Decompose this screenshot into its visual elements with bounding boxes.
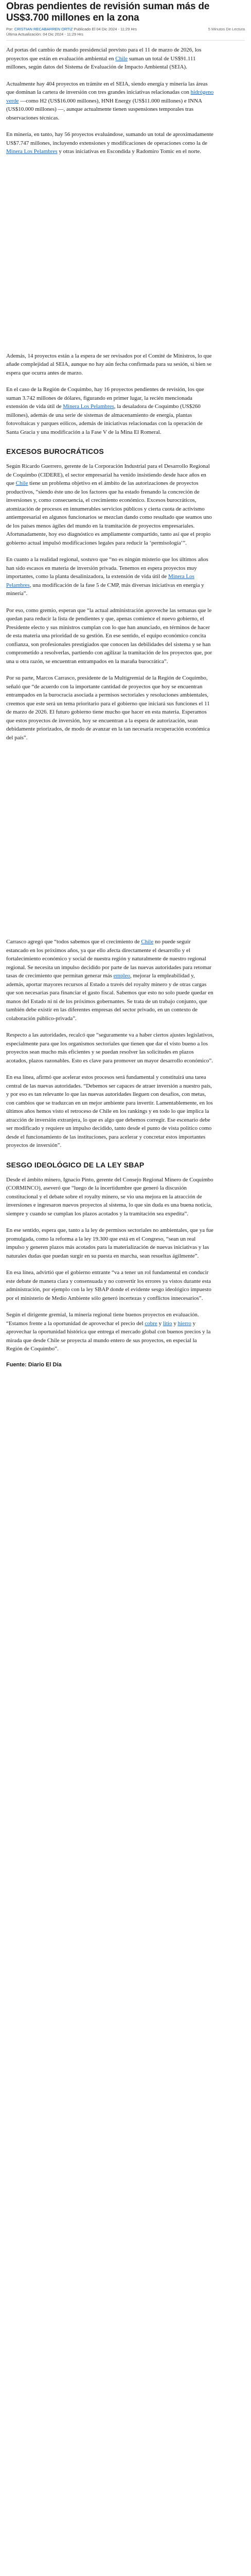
article-paragraph [6, 80, 245, 123]
inline-link[interactable]: litio [163, 1320, 172, 1327]
inline-link[interactable]: cobre [145, 1320, 157, 1327]
article-page [0, 1, 251, 1380]
inline-link[interactable]: Chile [15, 480, 28, 486]
section-heading: EXCESOS BUROCRÁTICOS [6, 447, 104, 455]
paragraph-text: —como H2 (US$16.000 millones), HNH Energy (US$11.000 millones) e INNA (US$10.000 millones) —, aunque actualmente tienen suspensiones temporales tras observaciones técnicas. [6, 97, 202, 121]
paragraph-text: tiene un problema objetivo en el ámbito de las autorizaciones de proyectos productivos, “siendo éste uno de los factores que ha estado frenando la concreción de inversiones y, como consecuencia, el crecimiento económico. Excesos burocráticos, atomización de procesos en innumerables servicios públicos y cierta cuota de activismo antiempresarial en algunos funcionarios se mezclan dando como resultado que seamos uno de los países menos ágiles del mundo en la tramitación de proyectos empresariales. Afortunadamente, hoy eso diagnóstico es ampliamente compartido, tanto así que el propio gobierno actual impulsó modificaciones legales para reducir la ‘permisología’”. [6, 480, 212, 546]
article-paragraph [6, 674, 245, 742]
paragraph-text: Por su parte, Marcos Carrasco, presidente de la Multigremial de la Región de Coquimbo, señaló que “de acuerdo con la importante cantidad de proyectos que hoy se encuentran entrampados en la burocracia asociada a permisos sectoriales y resoluciones ambientales, creemos que este será un tema prioritario para el gobierno que iniciará sus funciones el 11 de marzo de 2026. El futuro gobierno tiene mucho que hacer en esta materia. Esperamos que estos proyectos de inversión, hoy se encuentran a la espera de autorización, sean debidamente priorizados, de modo de avanzar en la tan necesaria recuperación económica del país”. [6, 675, 210, 741]
paragraph-text: En ese sentido, espera que, tanto a la ley de permisos sectoriales no ambientales, que ya fue promulgada, como la reforma a la ley 19.300 que está en el Congreso, “sean un real impulso y generen plazos más acotados para la materialización de nuevas iniciativas y las naturales dudas que puedan surgir en su puesta en marcha, sean resueltas ágilmente”. [6, 1227, 213, 1259]
article-body [6, 46, 245, 1353]
read-time: 5 Minutos De Lectura [208, 27, 245, 31]
inline-link[interactable]: Minera Los Pelambres [6, 148, 58, 155]
paragraph-text: y [172, 1320, 178, 1327]
article-source: Fuente: Diario El Día [6, 1361, 62, 1368]
byline-prefix: Por: [6, 27, 13, 31]
paragraph-text: Según Ricardo Guerrero, gerente de la Corporación Industrial para el Desarrollo Regional de Coquimbo (CIDERE), el sector empresarial ha venido insistiendo desde hace años en que [6, 463, 210, 486]
article-paragraph [6, 1311, 245, 1353]
paragraph-text: Actualmente hay 404 proyectos en trámite en el SEIA, siendo energía y minería las áreas que dominan la cartera de inversión con tres grandes iniciativas relacionadas con [6, 80, 208, 95]
inline-link[interactable]: Chile [141, 939, 154, 945]
article-paragraph [6, 352, 245, 378]
ad-space [6, 750, 245, 929]
paragraph-text: En el caso de la Región de Coquimbo, hay 16 proyectos pendientes de revisión, los que suman 3.742 millones de dólares, figurando en primer lugar, la recién mencionada extensión de vida útil de [6, 386, 204, 410]
author-link[interactable]: CRISTIAN RECABARREN ORTIZ [14, 27, 73, 31]
paragraph-text: , la desaladora de Coquimbo (US$260 millones), además de una serie de sistemas de almacenamiento de energía, plantas fotovoltaicas y parques eólicos, además de iniciativas relacionadas con la operación de Santa Gracia y una modificación a la Fase V de la Mina El Romeral. [6, 403, 203, 435]
paragraph-text: no puede seguir estancado en los próximos años, ya que ello afecta directamente el desarrollo y el fortalecimiento económico y social de nuestra región y naturalmente de nuestro regional regional. Se necesita un impulso decidido por parte de las nuevas autoridades para retomar tasas de crecimiento que permitan generar más [6, 939, 211, 979]
article-paragraph [6, 1031, 245, 1065]
paragraph-text: En minería, en tanto, hay 56 proyectos evaluándose, sumando un total de aproximadamente US$7.747 millones, incluyendo extensiones y modificaciones de operaciones como la de [6, 131, 213, 146]
section-heading: SESGO IDEOLÓGICO DE LA LEY SBAP [6, 1160, 145, 1169]
paragraph-text: En esa línea, advirtió que el gobierno entrante “va a tener un rol fundamental en conducir este debate de manera clara y consensuada y no convertir los errores ya vistos durante esta administración, por ejemplo con la ley SBAP donde el evidente sesgo ideológico impuesto por el ministerio de Medio Ambiente sólo generó incertezas y conflictos innecesarios”. [6, 1269, 211, 1301]
paragraph-text: En cuanto a la realidad regional, sostuvo que “no es ningún misterio que los últimos años han sido escasos en materia de inversión privada. Tenemos en espera proyectos muy importantes, como la planta desalinizadora, la extensión de vida útil de [6, 556, 208, 580]
article-paragraph [6, 385, 245, 436]
article-paragraph [6, 938, 245, 1023]
paragraph-text: , mejorar la empleabilidad y, además, aportar mayores recursos al Estado a través del royalty minero y de otras cargas que son necesarias para financiar el gasto fiscal. Sabemos que esto no solo puede quedar en manos del Estado ni ni de los próximos gobernantes. Se trata de un trabajo conjunto, que también debe existir en las diferentes empresas del sector privado, en un contexto de colaboración público-privada”. [6, 973, 213, 1022]
article-title: Obras pendientes de revisión suman más de US$3.700 millones en la zona [6, 1, 210, 23]
article-paragraph [6, 462, 245, 547]
paragraph-text: suman un total de US$91.111 millones, según datos del Sistema de Evaluación de Impacto Ambiental (SEIA). [6, 55, 196, 70]
article-paragraph [6, 555, 245, 598]
paragraph-text: y [157, 1320, 163, 1327]
article-paragraph [6, 1176, 245, 1218]
paragraph-text: Respecto a las autoridades, recalcó que “seguramente va a haber ciertos ajustes legislativos, especialmente para que los organismos sectoriales que tienen que dar el visto bueno a los proyectos sean mucho más eficientes y se puedan resolver las solicitudes en plazos acotados, plazos razonables. Esto es clave para promover un mayor desarrollo económico”. [6, 1032, 214, 1064]
inline-link[interactable]: Minera Los Pelambres [6, 573, 194, 588]
paragraph-text: y otras iniciativas en Escondida y Radomiro Tomic en el norte. [57, 148, 202, 155]
paragraph-text: y aprovechar la oportunidad histórica que entrega el mercado global con buenos precios y la mirada que desde Chile se proyecta al mundo entero de sus proyectos, en especial la Región de Coquimbo”. [6, 1320, 211, 1352]
article-paragraph [6, 1073, 245, 1150]
inline-link[interactable]: Minera Los Pelambres [63, 403, 114, 410]
article-paragraph [6, 130, 245, 156]
paragraph-text: Según el dirigente gremial, la minería regional tiene buenos proyectos en evaluación. “Estamos frente a la oportunidad de aprovechar el precio del [6, 1312, 199, 1327]
article-paragraph [6, 1226, 245, 1260]
paragraph-text: , una modificación de la fase 5 de CMP, más diversas iniciativas en energía y minería”. [6, 582, 204, 597]
article-paragraph [6, 1268, 245, 1302]
paragraph-text: Ad portas del cambio de mando presidencial previsto para el 11 de marzo de 2026, los proyectos que están en evaluación ambiental en [6, 47, 202, 62]
updated-date: Última Actualización: 04 Dic 2024 - 11:29 Hrs [6, 32, 83, 37]
published-date: Publicado El 04 Dic 2024 - 11:29 Hrs [74, 27, 137, 31]
article-meta [6, 27, 245, 41]
inline-link[interactable]: Chile [115, 55, 128, 62]
paragraph-text: Desde el ámbito minero, Ignacio Pinto, gerente del Consejo Regional Minero de Coquimbo (CORMINCO), aseveró que “luego de la incertidumbre que generó la discusión constitucional y el debate sobre el royalty minero, se vio una mejora en la atracción de inversiones e ingresaron nuevos proyectos al sistema, lo que sin duda es una buena noticia, siempre y cuando se cumplan los plazos acotados y la tramitación sea expedita”. [6, 1176, 213, 1217]
ad-space [6, 164, 245, 344]
inline-link[interactable]: empleo [113, 973, 130, 979]
inline-link[interactable]: hidrógeno verde [6, 89, 214, 104]
paragraph-text: En esa línea, afirmó que acelerar estos procesos será fundamental y constituirá una tarea central de las nuevas autoridades. “Debemos ser capaces de atraer inversión a nuestro país, y por eso es tan relevante lo que las nuevas autoridades lleguen con desafíos, con metas, con cambios que se traduzcan en un mejor ambiente para invertir. Lamentablemente, en los últimos años hemos visto el retroceso de Chile en los rankings y en todo lo que implica la atracción de inversión extranjera, lo que es algo que debemos corregir. Ese escenario debe ser modificado y requiere un impulso decidido, tanto desde el punto de vista político como desde el funcionamiento de las instituciones, para acelerar y concretar estos importantes proyectos de inversión”. [6, 1074, 213, 1148]
paragraph-text: Carrasco agregó que “todos sabemos que el crecimiento de [6, 939, 141, 945]
article-byline [6, 27, 137, 37]
paragraph-text: Además, 14 proyectos están a la espera de ser revisados por el Comité de Ministros, lo que añade complejidad al SEIA, aunque no hay aún fecha confirmada para su sesión, si bien se espera que ocurra antes de marzo. [6, 352, 212, 376]
inline-link[interactable]: hierro [177, 1320, 191, 1327]
article-paragraph [6, 606, 245, 666]
paragraph-text: Por eso, como gremio, esperan que “la actual administración aproveche las semanas que le quedan para reducir la lista de pendientes y que, apenas comience el nuevo gobierno, el Presidente electo y sus ministros cumplan con lo que han anunciado, en términos de hacer de esta materia una prioridad de su gestión. En ese sentido, el equipo económico concita confianza, son profesionales prestigiados que conocen las debilidades del sistema y se han comprometido a resolverlas, partiendo con agilizar la tramitación de los proyectos que, por una u otra razón, se encuentran entrampados en la maraña burocrática”. [6, 607, 212, 665]
article-paragraph [6, 46, 245, 72]
